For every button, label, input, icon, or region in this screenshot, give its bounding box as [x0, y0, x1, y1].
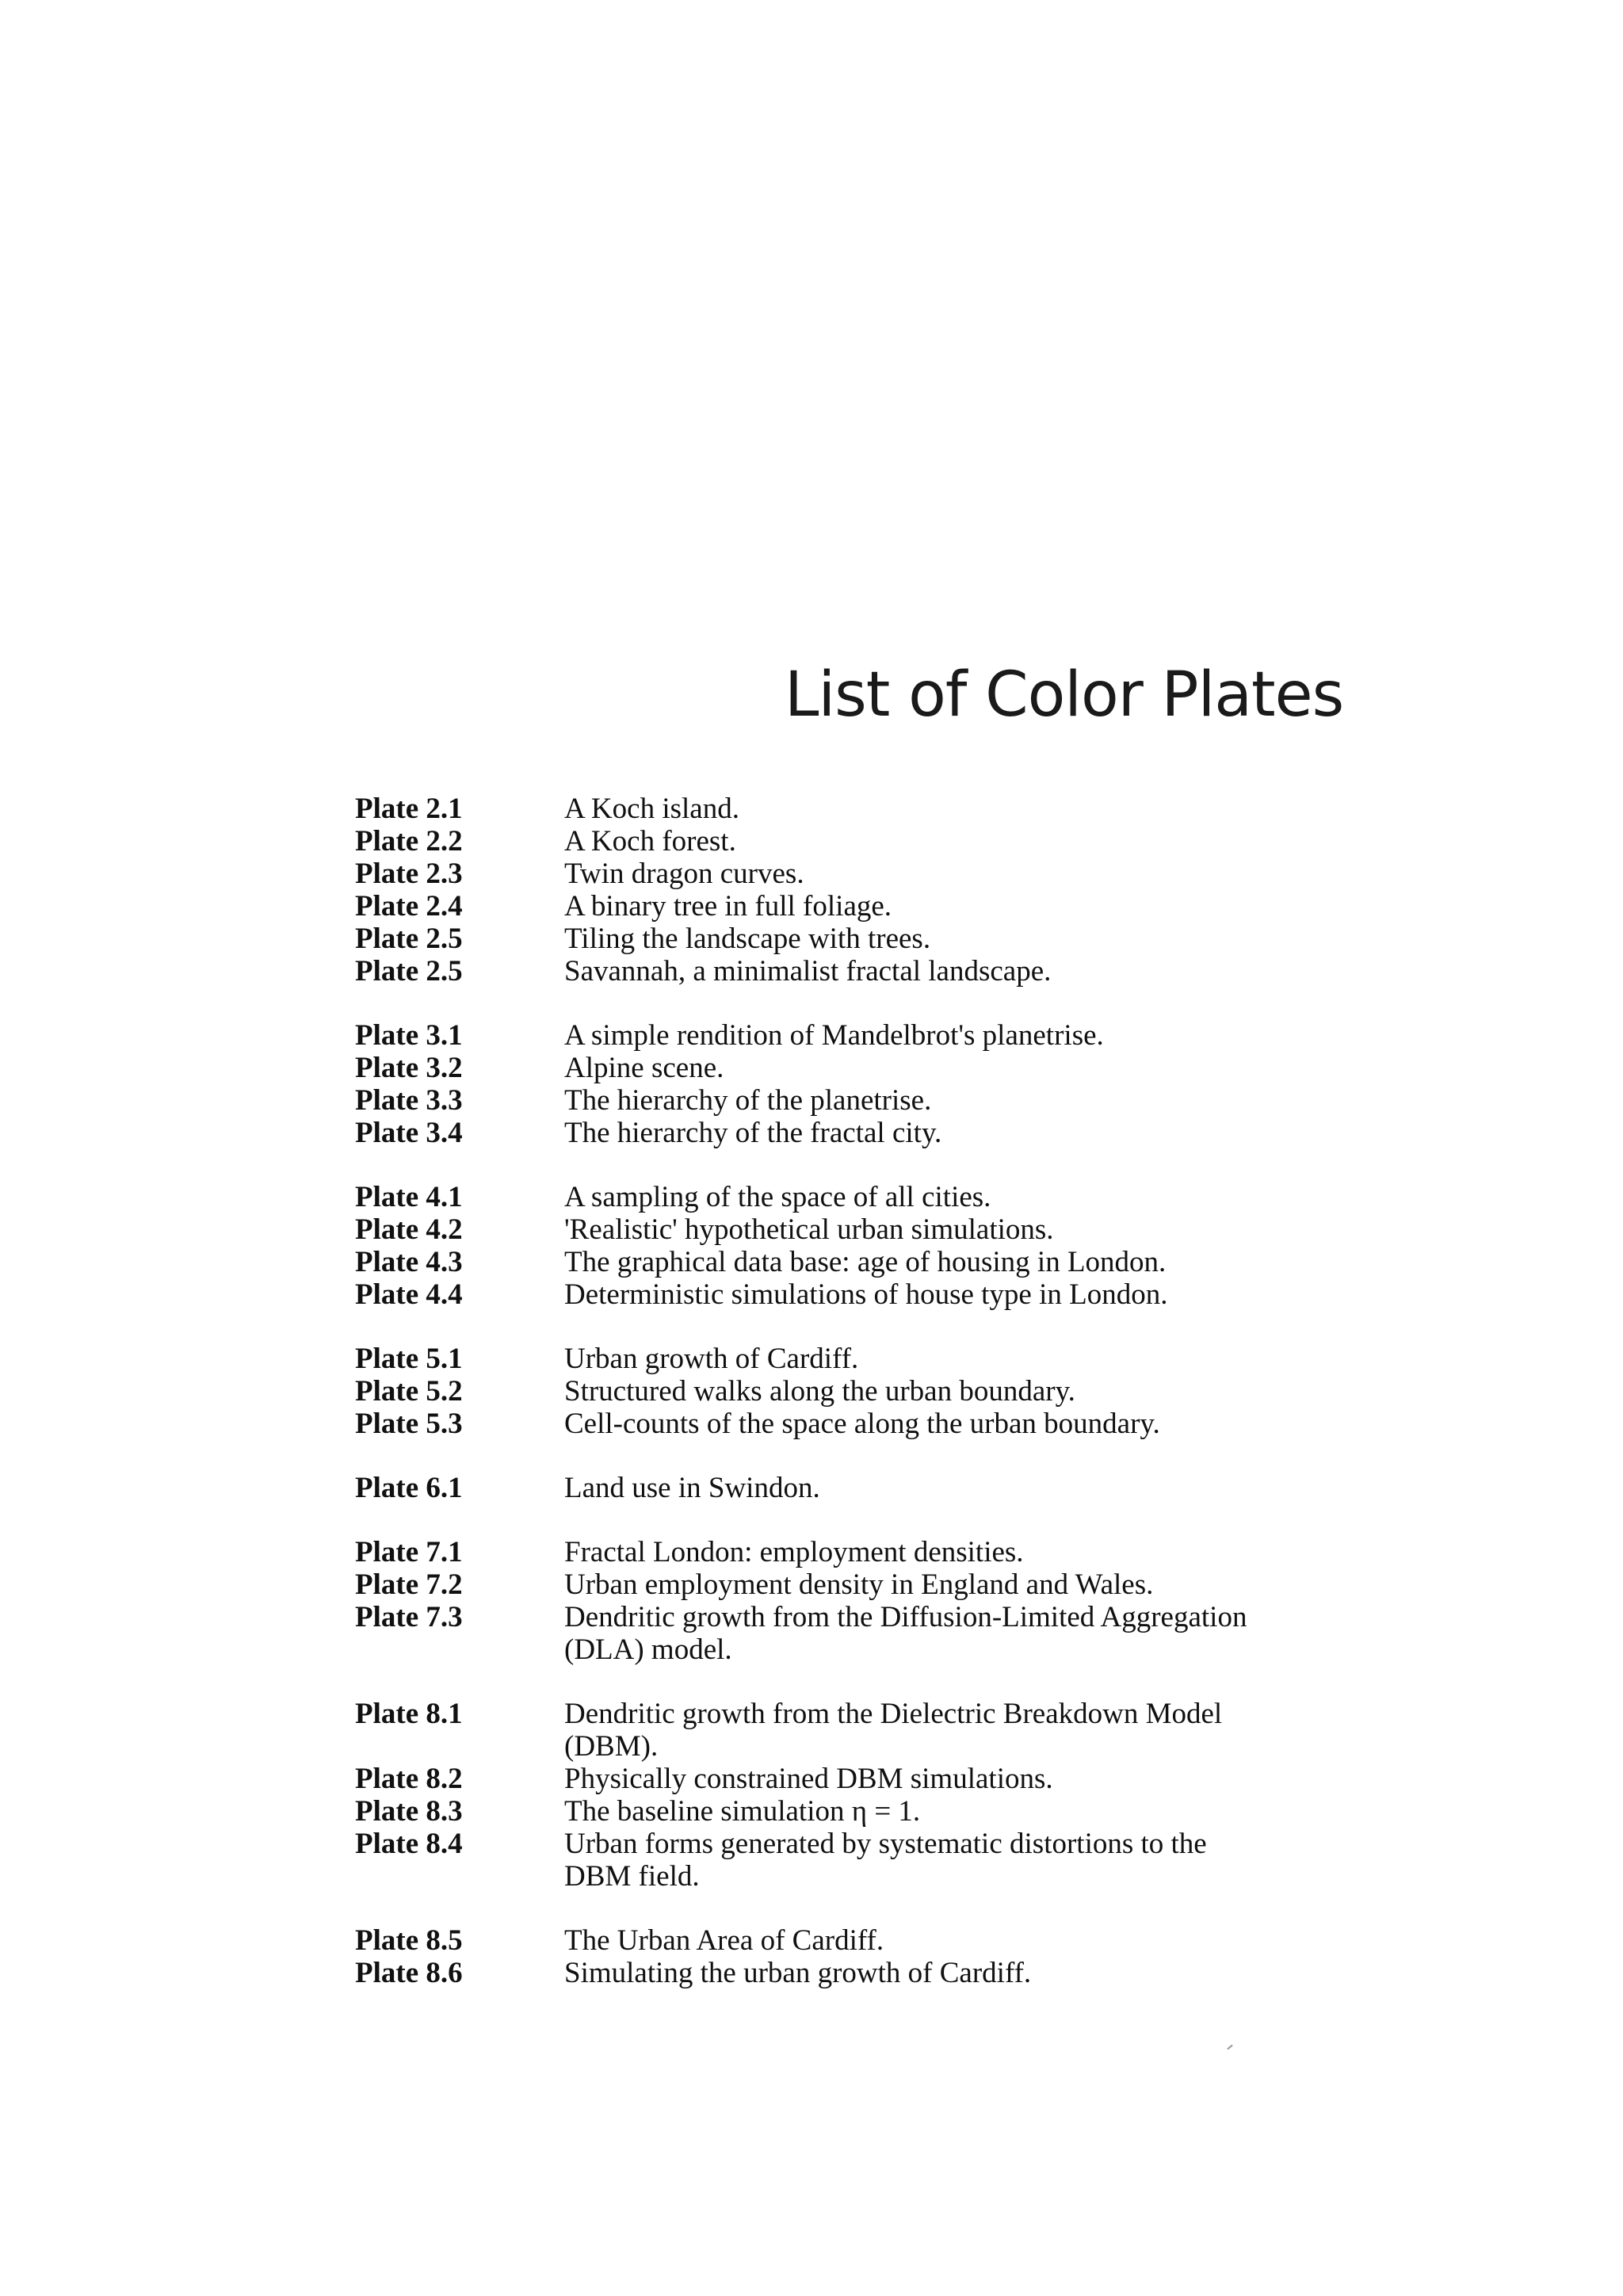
plate-label: Plate 5.1 — [355, 1343, 463, 1375]
plate-label: Plate 8.2 — [355, 1763, 463, 1795]
plate-entry — [355, 1246, 1346, 1278]
plate-label: Plate 2.4 — [355, 890, 463, 923]
plate-caption: Fractal London: employment densities. — [564, 1536, 1024, 1568]
plate-entry — [355, 955, 1346, 988]
plate-caption: A Koch forest. — [564, 825, 736, 858]
plate-caption: Urban employment density in England and Wales. — [564, 1568, 1154, 1601]
plate-group — [355, 1698, 1346, 1893]
plate-entry — [355, 1408, 1346, 1440]
plate-label: Plate 8.3 — [355, 1795, 463, 1828]
plate-label: Plate 2.2 — [355, 825, 463, 858]
plate-entry — [355, 1568, 1346, 1601]
plate-label: Plate 2.5 — [355, 923, 463, 955]
plate-caption: A sampling of the space of all cities. — [564, 1181, 991, 1213]
plate-label: Plate 4.1 — [355, 1181, 463, 1213]
plate-group — [355, 1536, 1346, 1666]
plate-caption: Dendritic growth from the Diffusion-Limited Aggregation (DLA) model. — [564, 1601, 1247, 1666]
plate-caption: Alpine scene. — [564, 1052, 724, 1084]
plate-group — [355, 793, 1346, 988]
plate-entry — [355, 1375, 1346, 1408]
plate-label: Plate 8.4 — [355, 1828, 463, 1860]
plate-entry — [355, 1213, 1346, 1246]
plate-caption: The hierarchy of the fractal city. — [564, 1117, 942, 1149]
plate-caption: 'Realistic' hypothetical urban simulations. — [564, 1213, 1054, 1246]
plate-caption: The Urban Area of Cardiff. — [564, 1924, 884, 1957]
plate-entry — [355, 1698, 1346, 1763]
plate-caption: Simulating the urban growth of Cardiff. — [564, 1957, 1032, 1989]
plate-group — [355, 1343, 1346, 1440]
plate-entry — [355, 1181, 1346, 1213]
plate-entry — [355, 1117, 1346, 1149]
plate-label: Plate 4.2 — [355, 1213, 463, 1246]
plate-entry — [355, 1601, 1346, 1666]
plate-label: Plate 2.1 — [355, 793, 463, 825]
plate-label: Plate 5.3 — [355, 1408, 463, 1440]
plate-caption: Urban growth of Cardiff. — [564, 1343, 859, 1375]
plate-group — [355, 1924, 1346, 1989]
plate-label: Plate 8.1 — [355, 1698, 463, 1730]
plate-entry — [355, 1343, 1346, 1375]
plate-caption: Twin dragon curves. — [564, 858, 804, 890]
plate-entry — [355, 1924, 1346, 1957]
plate-caption: Urban forms generated by systematic distortions to the DBM field. — [564, 1828, 1207, 1893]
plate-entry — [355, 890, 1346, 923]
plate-label: Plate 8.6 — [355, 1957, 463, 1989]
plate-label: Plate 7.1 — [355, 1536, 463, 1568]
plate-entry — [355, 1472, 1346, 1504]
plate-caption: Structured walks along the urban boundary. — [564, 1375, 1075, 1408]
plate-label: Plate 2.5 — [355, 955, 463, 988]
plate-entry — [355, 1084, 1346, 1117]
plate-label: Plate 3.4 — [355, 1117, 463, 1149]
plate-entry — [355, 793, 1346, 825]
plate-label: Plate 3.3 — [355, 1084, 463, 1117]
plate-list — [355, 793, 1346, 2021]
plate-label: Plate 3.2 — [355, 1052, 463, 1084]
plate-label: Plate 2.3 — [355, 858, 463, 890]
page-title: List of Color Plates — [785, 659, 1344, 732]
plate-caption: Savannah, a minimalist fractal landscape. — [564, 955, 1052, 988]
plate-caption: Cell-counts of the space along the urban boundary. — [564, 1408, 1160, 1440]
plate-entry — [355, 825, 1346, 858]
plate-label: Plate 3.1 — [355, 1019, 463, 1052]
plate-caption: Land use in Swindon. — [564, 1472, 820, 1504]
plate-entry — [355, 1828, 1346, 1893]
plate-entry — [355, 1278, 1346, 1311]
plate-caption: Deterministic simulations of house type in London. — [564, 1278, 1168, 1311]
plate-caption: Dendritic growth from the Dielectric Breakdown Model (DBM). — [564, 1698, 1223, 1763]
plate-caption: The baseline simulation η = 1. — [564, 1795, 921, 1828]
plate-label: Plate 5.2 — [355, 1375, 463, 1408]
plate-entry — [355, 1763, 1346, 1795]
plate-label: Plate 8.5 — [355, 1924, 463, 1957]
plate-entry — [355, 1052, 1346, 1084]
plate-group — [355, 1472, 1346, 1504]
plate-label: Plate 4.3 — [355, 1246, 463, 1278]
plate-entry — [355, 1019, 1346, 1052]
plate-caption: A binary tree in full foliage. — [564, 890, 892, 923]
plate-label: Plate 7.3 — [355, 1601, 463, 1633]
plate-group — [355, 1181, 1346, 1311]
stray-mark — [1227, 2045, 1232, 2050]
plate-entry — [355, 858, 1346, 890]
plate-entry — [355, 1957, 1346, 1989]
plate-caption: Tiling the landscape with trees. — [564, 923, 931, 955]
plate-entry — [355, 923, 1346, 955]
plate-caption: A simple rendition of Mandelbrot's planetrise. — [564, 1019, 1104, 1052]
plate-group — [355, 1019, 1346, 1149]
plate-caption: The hierarchy of the planetrise. — [564, 1084, 932, 1117]
plate-entry — [355, 1795, 1346, 1828]
plate-entry — [355, 1536, 1346, 1568]
plate-label: Plate 7.2 — [355, 1568, 463, 1601]
plate-caption: The graphical data base: age of housing in London. — [564, 1246, 1167, 1278]
plate-caption: A Koch island. — [564, 793, 739, 825]
plate-label: Plate 6.1 — [355, 1472, 463, 1504]
plate-label: Plate 4.4 — [355, 1278, 463, 1311]
plate-caption: Physically constrained DBM simulations. — [564, 1763, 1053, 1795]
